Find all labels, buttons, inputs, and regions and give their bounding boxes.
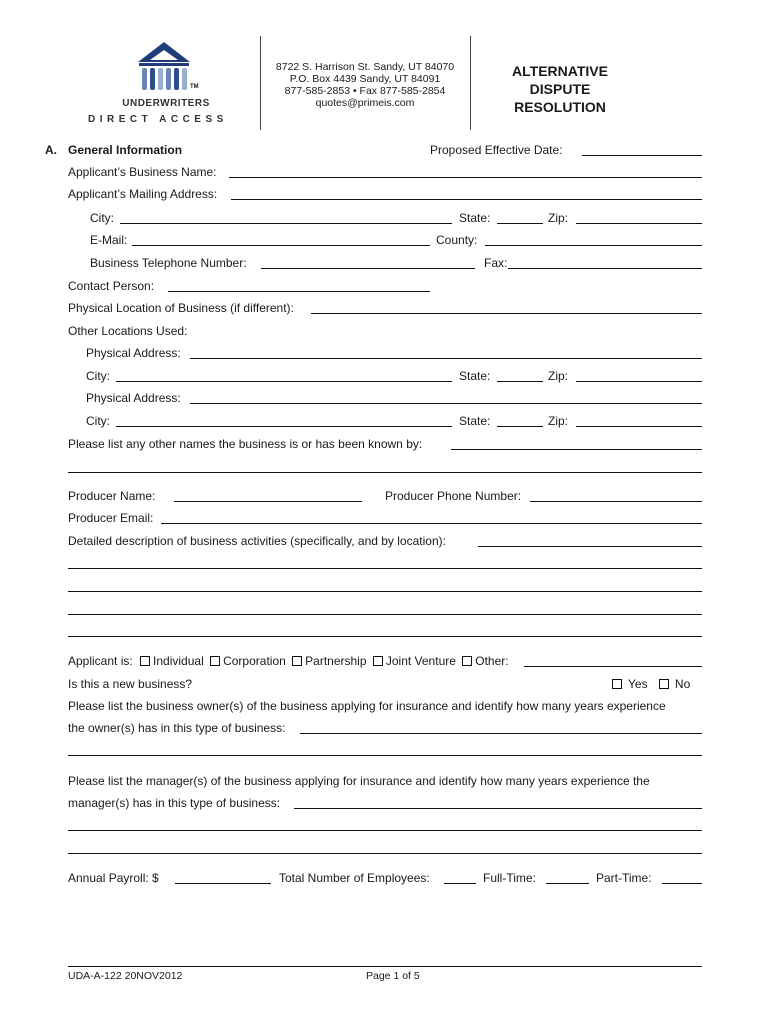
business-name-field[interactable] [229, 177, 702, 178]
email-field[interactable] [132, 245, 430, 246]
other-names-field[interactable] [451, 449, 702, 450]
title-line: DISPUTE [529, 81, 591, 97]
other-checkbox[interactable] [462, 656, 472, 666]
state-label: State: [459, 414, 491, 428]
city-label: City: [90, 211, 114, 225]
physical-address-label: Physical Address: [86, 346, 181, 360]
annual-payroll-label: Annual Payroll: $ [68, 871, 159, 885]
mailing-address-label: Applicant’s Mailing Address: [68, 187, 218, 201]
zip-field[interactable] [576, 223, 702, 224]
managers-question-line1: Please list the manager(s) of the business applying for insurance and identify how many years experience the [68, 774, 650, 788]
full-time-field[interactable] [546, 883, 589, 884]
zip-field[interactable] [576, 381, 702, 382]
managers-field-continued[interactable] [68, 830, 702, 831]
business-description-line[interactable] [68, 568, 702, 569]
business-description-line[interactable] [68, 614, 702, 615]
yes-checkbox[interactable] [612, 679, 622, 689]
zip-label: Zip: [548, 211, 569, 225]
producer-email-label: Producer Email: [68, 511, 154, 525]
applicant-is-label: Applicant is: [68, 654, 133, 668]
header-divider-right [470, 36, 471, 130]
city-label: City: [86, 369, 110, 383]
business-phone-field[interactable] [261, 268, 475, 269]
part-time-label: Part-Time: [596, 871, 652, 885]
state-field[interactable] [497, 381, 543, 382]
total-employees-field[interactable] [444, 883, 476, 884]
owners-field-continued[interactable] [68, 755, 702, 756]
managers-field-continued[interactable] [68, 853, 702, 854]
contact-person-label: Contact Person: [68, 279, 155, 293]
address-line: 8722 S. Harrison St. Sandy, UT 84070 [275, 61, 455, 73]
annual-payroll-field[interactable] [175, 883, 271, 884]
logo-line1: UNDERWRITERS [122, 98, 210, 109]
individual-checkbox[interactable] [140, 656, 150, 666]
producer-name-label: Producer Name: [68, 489, 156, 503]
yes-label: Yes [628, 677, 648, 691]
owners-question-line1: Please list the business owner(s) of the business applying for insurance and identify how many years experience [68, 699, 666, 713]
proposed-effective-date-label: Proposed Effective Date: [430, 143, 563, 157]
document-title [472, 62, 648, 116]
contact-person-field[interactable] [168, 291, 430, 292]
logo-line2: DIRECT ACCESS [88, 114, 228, 125]
managers-field[interactable] [294, 808, 702, 809]
new-business-label: Is this a new business? [68, 677, 193, 691]
other-label: Other: [475, 654, 509, 668]
partnership-label: Partnership [305, 654, 367, 668]
header-divider-left [260, 36, 261, 130]
county-field[interactable] [485, 245, 702, 246]
zip-field[interactable] [576, 426, 702, 427]
city-label: City: [86, 414, 110, 428]
mailing-address-field[interactable] [231, 199, 702, 200]
other-names-field-continued[interactable] [68, 472, 702, 473]
joint-venture-checkbox[interactable] [373, 656, 383, 666]
section-title: General Information [68, 143, 183, 157]
business-phone-label: Business Telephone Number: [90, 256, 247, 270]
address-line: P.O. Box 4439 Sandy, UT 84091 [289, 73, 441, 85]
other-names-label: Please list any other names the business is or has been known by: [68, 437, 423, 451]
producer-name-field[interactable] [174, 501, 362, 502]
address-line: 877-585-2853 • Fax 877-585-2854 [284, 85, 446, 97]
city-field[interactable] [120, 223, 452, 224]
business-description-line[interactable] [68, 591, 702, 592]
company-address [262, 61, 468, 109]
other-locations-label: Other Locations Used: [68, 324, 188, 338]
title-line: ALTERNATIVE [512, 63, 608, 79]
physical-address-label: Physical Address: [86, 391, 181, 405]
business-description-label: Detailed description of business activities (specifically, and by location): [68, 534, 446, 548]
address-line: quotes@primeis.com [315, 97, 415, 109]
other-type-field[interactable] [524, 666, 702, 667]
physical-location-field[interactable] [311, 313, 702, 314]
owners-field[interactable] [300, 733, 702, 734]
building-logo-icon [84, 40, 244, 102]
no-checkbox[interactable] [659, 679, 669, 689]
producer-email-field[interactable] [161, 523, 702, 524]
joint-venture-label: Joint Venture [385, 654, 456, 668]
fax-label: Fax: [484, 256, 508, 270]
producer-phone-label: Producer Phone Number: [385, 489, 522, 503]
physical-location-label: Physical Location of Business (if different): [68, 301, 294, 315]
business-description-field[interactable] [478, 546, 702, 547]
physical-address-field[interactable] [190, 358, 702, 359]
title-line: RESOLUTION [514, 99, 606, 115]
owners-question-line2: the owner(s) has in this type of business: [68, 721, 286, 735]
form-id: UDA-A-122 20NOV2012 [68, 970, 183, 982]
business-description-line[interactable] [68, 636, 702, 637]
state-label: State: [459, 369, 491, 383]
company-logo [84, 40, 244, 128]
city-field[interactable] [116, 426, 452, 427]
zip-label: Zip: [548, 369, 569, 383]
part-time-field[interactable] [662, 883, 702, 884]
physical-address-field[interactable] [190, 403, 702, 404]
email-label: E-Mail: [90, 233, 128, 247]
state-field[interactable] [497, 223, 543, 224]
total-employees-label: Total Number of Employees: [279, 871, 430, 885]
logo-tm: TM [190, 84, 199, 90]
page-number: Page 1 of 5 [366, 970, 420, 982]
state-label: State: [459, 211, 491, 225]
individual-label: Individual [153, 654, 204, 668]
new-business-options [612, 677, 690, 691]
business-name-label: Applicant’s Business Name: [68, 165, 217, 179]
no-label: No [674, 677, 691, 691]
corporation-label: Corporation [223, 654, 286, 668]
county-label: County: [436, 233, 478, 247]
section-letter: A. [45, 143, 57, 157]
corporation-checkbox[interactable] [210, 656, 220, 666]
fax-field[interactable] [508, 268, 702, 269]
partnership-checkbox[interactable] [292, 656, 302, 666]
applicant-is-row [68, 654, 509, 668]
proposed-effective-date-field[interactable] [582, 155, 702, 156]
city-field[interactable] [116, 381, 452, 382]
managers-question-line2: manager(s) has in this type of business: [68, 796, 281, 810]
zip-label: Zip: [548, 414, 569, 428]
state-field[interactable] [497, 426, 543, 427]
footer-rule [68, 966, 702, 967]
full-time-label: Full-Time: [483, 871, 536, 885]
producer-phone-field[interactable] [530, 501, 702, 502]
